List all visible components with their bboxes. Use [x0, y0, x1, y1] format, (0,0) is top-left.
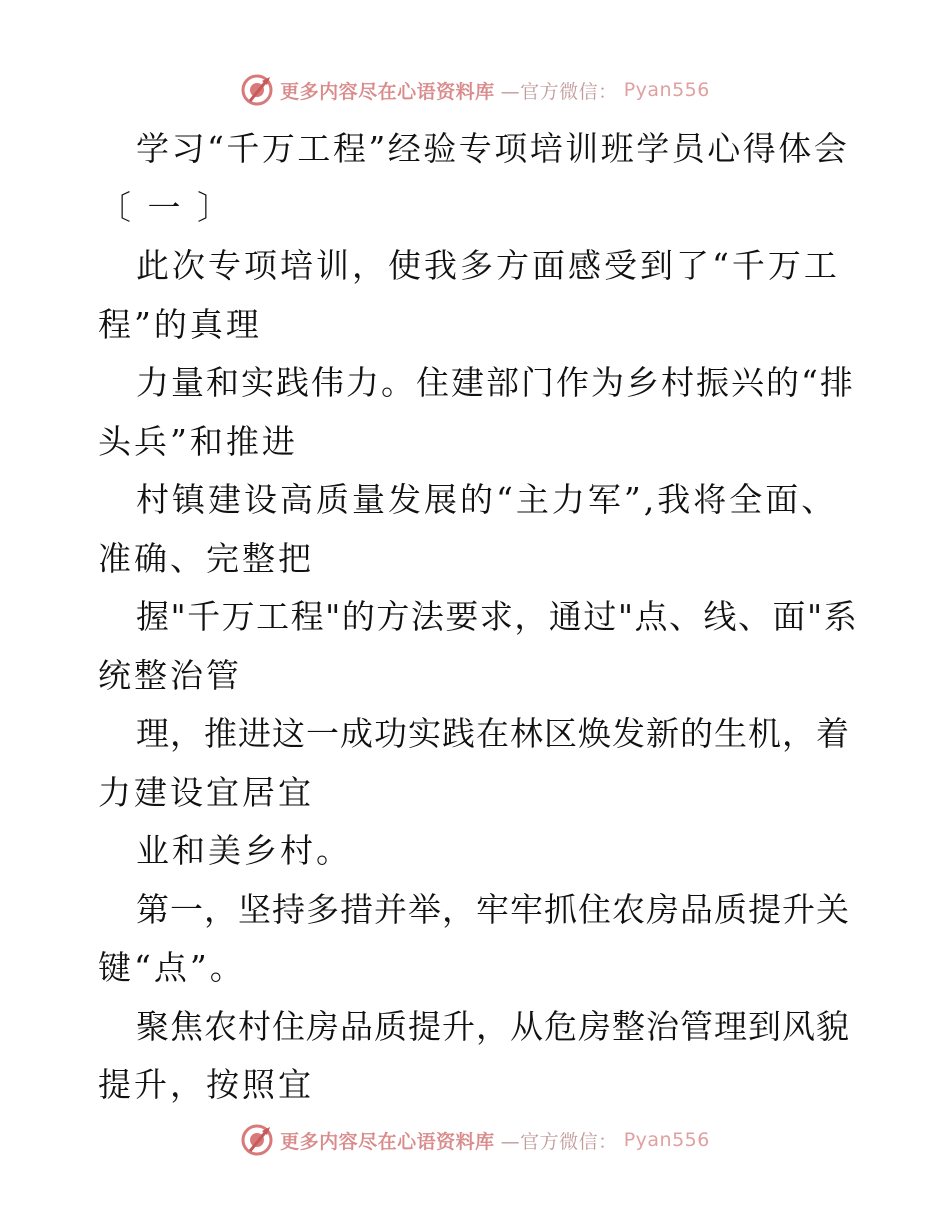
- watermark-wechat-label: —官方微信：: [500, 80, 618, 103]
- paragraph-line: 力建设宜居宜: [98, 772, 314, 812]
- document-title: 学习“千万工程”经验专项培训班学员心得体会: [136, 129, 850, 168]
- paragraph-line: 力量和实践伟力。住建部门作为乡村振兴的“排: [136, 363, 855, 402]
- paragraph-line: 村镇建设高质量发展的“主力军”,我将全面、: [136, 480, 838, 519]
- watermark-site-name: 更多内容尽在心语资料库: [280, 80, 495, 103]
- watermark-site-name: 更多内容尽在心语资料库: [280, 1130, 495, 1153]
- watermark-wechat-id: Pyan556: [623, 1129, 710, 1151]
- paragraph-line: 程”的真理: [98, 304, 262, 344]
- paragraph-line: 业和美乡村。: [136, 831, 352, 870]
- paragraph-line: 统整治管: [98, 655, 242, 695]
- paragraph-line: 准确、完整把: [98, 538, 314, 578]
- watermark-header: [0, 70, 950, 110]
- watermark-wechat-id: Pyan556: [623, 79, 710, 101]
- paragraph-line: 聚焦农村住房品质提升，从危房整治管理到风貌: [136, 1006, 850, 1046]
- paragraph-line: 提升，按照宜: [98, 1065, 314, 1104]
- document-title-number: 〔 一 〕: [98, 187, 233, 227]
- quill-logo-icon: [240, 1123, 274, 1157]
- quill-logo-icon: [240, 73, 274, 107]
- document-body: [98, 120, 858, 1115]
- section-heading-line: 第一，坚持多措并举，牢牢抓住农房品质提升关: [136, 889, 850, 929]
- paragraph-line: 此次专项培训，使我多方面感受到了“千万工: [136, 246, 840, 285]
- watermark-wechat-label: —官方微信：: [500, 1130, 618, 1153]
- paragraph-line: 头兵”和推进: [98, 421, 298, 461]
- section-heading-line: 键“点”。: [98, 948, 246, 987]
- paragraph-line: 握"千万工程"的方法要求，通过"点、线、面"系: [136, 597, 859, 636]
- paragraph-line: 理，推进这一成功实践在林区焕发新的生机，着: [136, 714, 850, 753]
- watermark-footer: [0, 1120, 950, 1160]
